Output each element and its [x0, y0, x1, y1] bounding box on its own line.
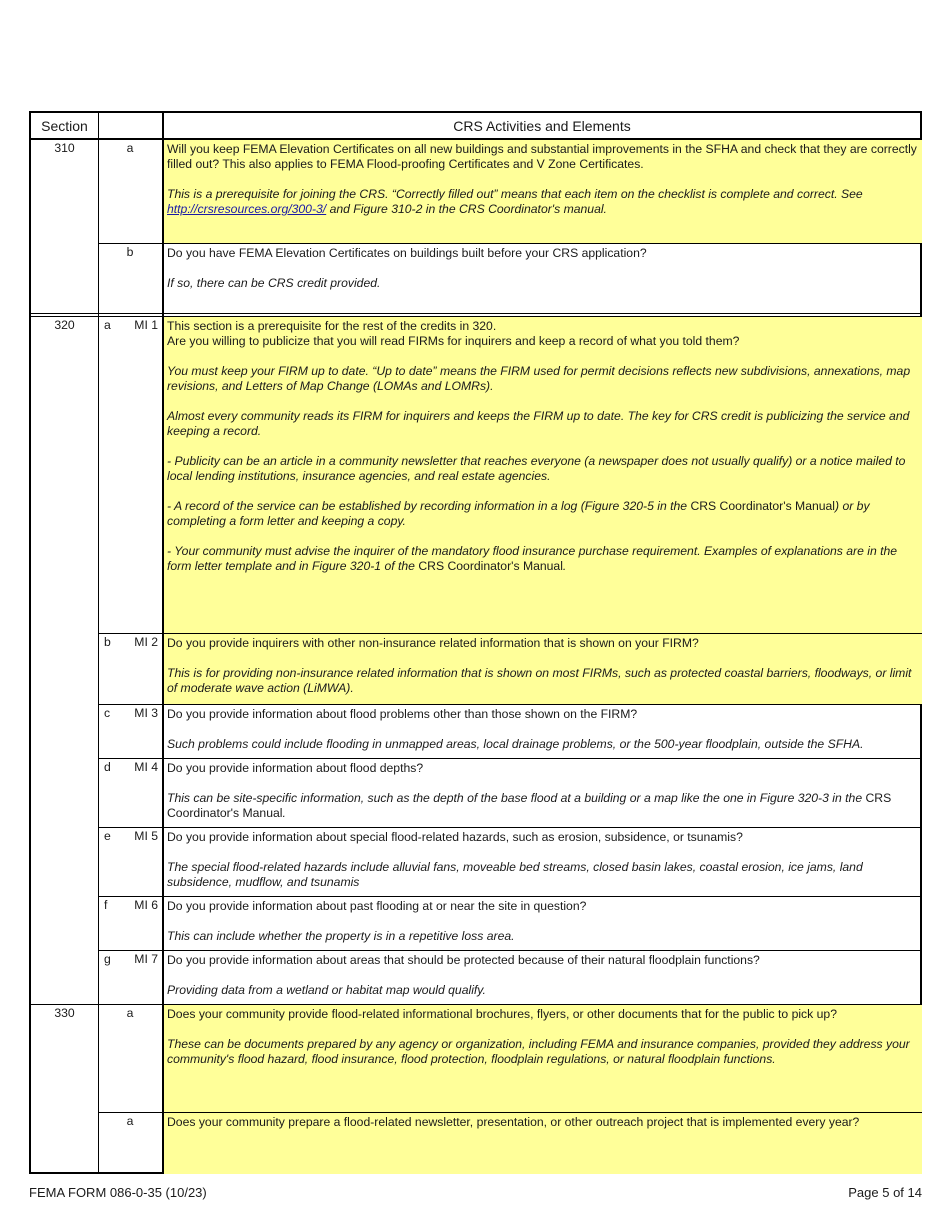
element-letter: a	[126, 1114, 134, 1128]
row-divider	[98, 633, 922, 634]
activity-text	[163, 950, 922, 1004]
paragraph-text: These can be documents prepared by any agency or organization, including FEMA and insurance companies, provided they address your community's flood hazard, flood insurance, flood protection, floodplain regulations, or natural floodplain functions.	[167, 1037, 910, 1066]
paragraph-text: Will you keep FEMA Elevation Certificates on all new buildings and substantial improvements in the SFHA and check that they are correctly filled out? This also applies to FEMA Flood-proofing Certificates and V Zone Certificates.	[167, 142, 917, 171]
row-divider	[31, 1004, 922, 1005]
row-divider	[98, 950, 922, 951]
paragraph-text: Almost every community reads its FIRM for inquirers and keeps the FIRM up to date. The key for CRS credit is publicizing the service and keeping a record.	[167, 409, 910, 438]
page-number: Page 5 of 14	[848, 1185, 922, 1200]
paragraph-text: This can be site-specific information, such as the depth of the base flood at a building or a map like the one in Figure 320-3 in the	[167, 791, 866, 805]
activity-text	[163, 1004, 922, 1112]
paragraph-text: ) or by completing a form letter and keeping a copy.	[167, 499, 870, 528]
paragraph-text: Do you provide information about flood problems other than those shown on the FIRM?	[167, 707, 638, 721]
paragraph-text: Providing data from a wetland or habitat map would qualify.	[167, 983, 486, 997]
paragraph-text: - Your community must advise the inquirer of the mandatory flood insurance purchase requirement. Examples of explanations are in the form letter template and in Figure 320-1 of the	[167, 544, 898, 573]
activity-question	[167, 953, 918, 968]
paragraph-text: This can include whether the property is in a repetitive loss area.	[167, 929, 515, 943]
activity-question	[167, 830, 918, 845]
form-number: FEMA FORM 086-0-35 (10/23)	[29, 1185, 207, 1200]
paragraph-text: Such problems could include flooding in unmapped areas, local drainage problems, or the 500-year floodplain, outside the SFHA.	[167, 737, 864, 751]
activity-question	[167, 636, 918, 651]
activity-note	[167, 1037, 918, 1067]
paragraph-text: Are you willing to publicize that you will read FIRMs for inquirers and keep a record of what you told them?	[167, 334, 740, 348]
element-letter: a	[104, 318, 111, 332]
activity-note	[167, 187, 918, 217]
element-code: MI 5	[134, 829, 158, 843]
row-divider	[31, 316, 922, 317]
row-divider	[98, 243, 922, 244]
activity-note	[167, 860, 918, 890]
crs-table	[29, 111, 922, 1174]
element-letter: e	[104, 829, 111, 843]
activity-note	[167, 499, 918, 529]
column-divider	[162, 113, 164, 1174]
section-header: Section	[41, 118, 88, 134]
element-letter: c	[104, 706, 111, 720]
activity-text	[163, 896, 922, 950]
activity-text	[163, 704, 922, 758]
activity-question	[167, 142, 918, 172]
paragraph-text: Do you provide information about special flood-related hazards, such as erosion, subsidence, or tsunamis?	[167, 830, 743, 844]
activity-note	[167, 929, 918, 944]
paragraph-text: .	[282, 806, 286, 820]
paragraph-text: Do you provide inquirers with other non-insurance related information that is shown on your FIRM?	[167, 636, 699, 650]
element-letter: f	[104, 898, 108, 912]
activity-note	[167, 737, 918, 752]
element-code: MI 1	[134, 318, 158, 332]
activity-note	[167, 666, 918, 696]
row-divider	[98, 758, 922, 759]
element-code: MI 7	[134, 952, 158, 966]
paragraph-text: Do you provide information about flood depths?	[167, 761, 424, 775]
activity-question	[167, 1115, 918, 1130]
paragraph-text: - Publicity can be an article in a community newsletter that reaches everyone (a newspaper does not usually qualify) or a notice mailed to local lending institutions, insurance agencies, and real estate agencies.	[167, 454, 906, 483]
activity-note	[167, 454, 918, 484]
activity-note	[167, 409, 918, 439]
activity-text	[163, 316, 922, 633]
paragraph-text: - A record of the service can be established by recording information in a log (Figure 320-5 in the	[167, 499, 691, 513]
element-code: MI 6	[134, 898, 158, 912]
activity-note	[167, 791, 918, 821]
activity-question	[167, 246, 918, 261]
element-letter: a	[126, 141, 134, 155]
activity-text	[163, 243, 922, 316]
activity-text	[163, 633, 922, 704]
row-divider	[98, 704, 922, 705]
activity-text	[163, 827, 922, 896]
paragraph-text: and Figure 310-2 in the CRS Coordinator's manual.	[326, 202, 607, 216]
paragraph-text: Do you provide information about past flooding at or near the site in question?	[167, 899, 587, 913]
section-number: 330	[54, 1006, 75, 1020]
crs-resources-link[interactable]: http://crsresources.org/300-3/	[167, 202, 327, 216]
section-number: 320	[54, 318, 75, 332]
column-divider	[98, 113, 99, 1174]
paragraph-text: Does your community provide flood-related informational brochures, flyers, or other documents that for the public to pick up?	[167, 1007, 837, 1021]
activity-note	[167, 276, 918, 291]
paragraph-text: You must keep your FIRM up to date. “Up to date” means the FIRM used for permit decisions reflects new subdivisions, annexations, map revisions, and Letters of Map Change (LOMAs and LOMRs).	[167, 364, 911, 393]
element-letter: g	[104, 952, 111, 966]
row-divider	[31, 138, 922, 140]
paragraph-text: If so, there can be CRS credit provided.	[167, 276, 381, 290]
paragraph-text: This is a prerequisite for joining the CRS. “Correctly filled out” means that each item on the checklist is complete and correct. See	[167, 187, 863, 201]
manual-title: CRS Coordinator's Manual	[418, 559, 563, 573]
paragraph-text: Do you provide information about areas that should be protected because of their natural floodplain functions?	[167, 953, 760, 967]
activity-note	[167, 364, 918, 394]
paragraph-text: This is for providing non-insurance related information that is shown on most FIRMs, such as protected coastal barriers, floodways, or limit of moderate wave action (LiMWA).	[167, 666, 912, 695]
element-letter: a	[126, 1006, 134, 1020]
element-letter: b	[126, 245, 134, 259]
activity-question	[167, 319, 918, 334]
manual-title: CRS Coordinator's Manual	[690, 499, 836, 513]
activity-note	[167, 544, 918, 574]
activity-question	[167, 334, 918, 349]
row-divider	[98, 896, 922, 897]
element-letter: d	[104, 760, 111, 774]
element-code: MI 2	[134, 635, 158, 649]
activity-note	[167, 983, 918, 998]
activity-question	[167, 899, 918, 914]
paragraph-text: Does your community prepare a flood-related newsletter, presentation, or other outreach project that is implemented every year?	[167, 1115, 860, 1129]
activities-header: CRS Activities and Elements	[453, 118, 631, 134]
paragraph-text: .	[562, 559, 567, 573]
activity-text	[163, 139, 922, 243]
activity-text	[163, 1112, 922, 1174]
element-code: MI 3	[134, 706, 158, 720]
element-letter: b	[104, 635, 111, 649]
row-divider	[31, 313, 922, 314]
row-divider	[98, 1112, 922, 1113]
paragraph-text: The special flood-related hazards include alluvial fans, moveable bed streams, closed basin lakes, coastal erosion, ice jams, land subsidence, mudflow, and tsunamis	[167, 860, 863, 889]
paragraph-text: This section is a prerequisite for the rest of the credits in 320.	[167, 319, 497, 333]
activity-question	[167, 761, 918, 776]
activity-question	[167, 707, 918, 722]
manual-title: CRS Coordinator's Manual	[167, 791, 892, 820]
activity-text	[163, 758, 922, 827]
activity-question	[167, 1007, 918, 1022]
paragraph-text: Do you have FEMA Elevation Certificates on buildings built before your CRS application?	[167, 246, 647, 260]
section-number: 310	[54, 141, 75, 155]
element-code: MI 4	[134, 760, 158, 774]
row-divider	[98, 827, 922, 828]
